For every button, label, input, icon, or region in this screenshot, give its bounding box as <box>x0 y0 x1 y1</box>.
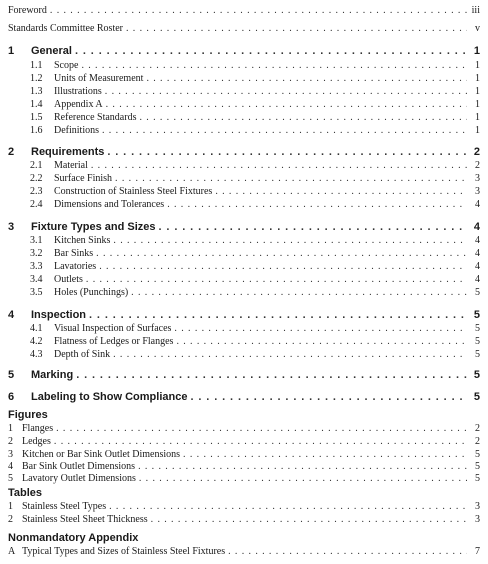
toc-figure-5[interactable] <box>8 472 480 486</box>
dot-leader <box>159 220 467 234</box>
table-page: 3 <box>475 514 480 525</box>
subsection-page: 2 <box>475 160 480 171</box>
subsection-number: 2.1 <box>30 160 43 171</box>
section-page: 5 <box>473 309 480 321</box>
toc-section-6[interactable] <box>8 390 480 404</box>
subsection-number: 2.2 <box>30 173 43 184</box>
section-title: Requirements <box>31 146 105 158</box>
section-number: 1 <box>8 45 15 57</box>
subsection-number: 1.3 <box>30 86 43 97</box>
toc-subsection-2-1[interactable] <box>8 159 480 173</box>
dot-leader <box>174 322 467 336</box>
dot-leader <box>151 513 467 527</box>
dot-leader <box>131 286 467 300</box>
table-title: Stainless Steel Sheet Thickness <box>22 514 148 525</box>
toc-appendix-a[interactable] <box>8 545 480 559</box>
table-page: 3 <box>475 501 480 512</box>
subsection-page: 4 <box>475 248 480 259</box>
toc-section-2[interactable] <box>8 145 480 159</box>
dot-leader <box>115 172 467 186</box>
subsection-number: 4.3 <box>30 349 43 360</box>
section-number: 2 <box>8 146 15 158</box>
dot-leader <box>96 247 467 261</box>
section-page: 4 <box>473 221 480 233</box>
dot-leader <box>109 500 467 514</box>
dot-leader <box>146 72 467 86</box>
subsection-title: Surface Finish <box>54 173 113 184</box>
subsection-number: 2.3 <box>30 186 43 197</box>
figure-page: 2 <box>475 423 480 434</box>
toc-subsection-2-2[interactable] <box>8 172 480 186</box>
toc-subsection-1-5[interactable] <box>8 111 480 125</box>
subsection-title: Outlets <box>54 274 83 285</box>
dot-leader <box>81 59 467 73</box>
section-number: 6 <box>8 391 15 403</box>
appendix-title: Typical Types and Sizes of Stainless Steel Fixtures <box>22 546 226 557</box>
section-page: 1 <box>473 45 480 57</box>
subsection-number: 1.5 <box>30 112 43 123</box>
section-page: 5 <box>473 369 480 381</box>
figure-page: 2 <box>475 436 480 447</box>
dot-leader <box>99 260 467 274</box>
dot-leader <box>113 234 467 248</box>
section-page: 2 <box>473 146 480 158</box>
section-number: 4 <box>8 309 15 321</box>
subsection-title: Flatness of Ledges or Flanges <box>54 336 174 347</box>
dot-leader <box>167 198 467 212</box>
subsection-title: Visual Inspection of Surfaces <box>54 323 172 334</box>
dot-leader <box>76 368 467 382</box>
figures-heading: Figures <box>8 409 48 421</box>
subsection-page: 3 <box>475 173 480 184</box>
toc-subsection-1-2[interactable] <box>8 72 480 86</box>
subsection-number: 1.4 <box>30 99 43 110</box>
section-page: 5 <box>473 391 480 403</box>
figure-number: 2 <box>8 436 13 447</box>
section-title: Fixture Types and Sizes <box>31 221 156 233</box>
table-number: 1 <box>8 501 13 512</box>
subsection-page: 1 <box>475 99 480 110</box>
subsection-page: 5 <box>475 336 480 347</box>
subsection-number: 1.6 <box>30 125 43 136</box>
toc-subsection-1-3[interactable] <box>8 85 480 99</box>
appendix-heading: Nonmandatory Appendix <box>8 532 139 544</box>
dot-leader <box>215 185 467 199</box>
toc-entry-roster[interactable] <box>8 22 480 36</box>
toc-subsection-4-3[interactable] <box>8 348 480 362</box>
subsection-title: Units of Measurement <box>54 73 144 84</box>
toc-entry-foreword[interactable] <box>8 4 480 18</box>
subsection-title: Reference Standards <box>54 112 137 123</box>
figure-number: 5 <box>8 473 13 484</box>
subsection-title: Lavatories <box>54 261 97 272</box>
dot-leader <box>75 44 467 58</box>
subsection-title: Appendix A <box>54 99 103 110</box>
subsection-title: Construction of Stainless Steel Fixtures <box>54 186 213 197</box>
figure-title: Flanges <box>22 423 54 434</box>
section-title: Labeling to Show Compliance <box>31 391 188 403</box>
dot-leader <box>50 4 467 18</box>
toc-subsection-2-3[interactable] <box>8 185 480 199</box>
toc-subsection-1-4[interactable] <box>8 98 480 112</box>
subsection-page: 1 <box>475 125 480 136</box>
figure-number: 1 <box>8 423 13 434</box>
subsection-page: 5 <box>475 349 480 360</box>
figure-page: 5 <box>475 461 480 472</box>
toc-table-2[interactable] <box>8 513 480 527</box>
dot-leader <box>91 159 467 173</box>
subsection-page: 5 <box>475 287 480 298</box>
toc-section-4[interactable] <box>8 308 480 322</box>
subsection-page: 3 <box>475 186 480 197</box>
subsection-page: 1 <box>475 86 480 97</box>
figure-title: Kitchen or Bar Sink Outlet Dimensions <box>22 449 181 460</box>
dot-leader <box>86 273 467 287</box>
dot-leader <box>102 124 467 138</box>
tables-heading: Tables <box>8 487 43 499</box>
dot-leader <box>107 145 467 159</box>
toc-table-1[interactable] <box>8 500 480 514</box>
dot-leader <box>228 545 467 559</box>
toc-subsection-3-5[interactable] <box>8 286 480 300</box>
section-number: 3 <box>8 221 15 233</box>
toc-subsection-1-1[interactable] <box>8 59 480 73</box>
figure-page: 5 <box>475 473 480 484</box>
toc-section-3[interactable] <box>8 220 480 234</box>
toc-subsection-3-4[interactable] <box>8 273 480 287</box>
subsection-number: 4.1 <box>30 323 43 334</box>
subsection-number: 3.4 <box>30 274 43 285</box>
toc-figure-2[interactable] <box>8 435 480 449</box>
dot-leader <box>176 335 467 349</box>
subsection-title: Depth of Sink <box>54 349 111 360</box>
section-number: 5 <box>8 369 15 381</box>
subsection-number: 3.5 <box>30 287 43 298</box>
subsection-number: 3.3 <box>30 261 43 272</box>
dot-leader <box>126 22 467 36</box>
subsection-title: Holes (Punchings) <box>54 287 129 298</box>
subsection-page: 1 <box>475 112 480 123</box>
dot-leader <box>113 348 467 362</box>
entry-page: iii <box>471 5 480 16</box>
subsection-page: 1 <box>475 73 480 84</box>
subsection-number: 1.1 <box>30 60 43 71</box>
subsection-number: 2.4 <box>30 199 43 210</box>
entry-title: Foreword <box>8 5 47 16</box>
section-title: Marking <box>31 369 74 381</box>
subsection-page: 4 <box>475 199 480 210</box>
toc-subsection-3-1[interactable] <box>8 234 480 248</box>
figure-title: Lavatory Outlet Dimensions <box>22 473 136 484</box>
toc-subsection-2-4[interactable] <box>8 198 480 212</box>
subsection-title: Scope <box>54 60 79 71</box>
section-title: General <box>31 45 72 57</box>
subsection-title: Illustrations <box>54 86 102 97</box>
subsection-number: 4.2 <box>30 336 43 347</box>
table-title: Stainless Steel Types <box>22 501 107 512</box>
figure-number: 3 <box>8 449 13 460</box>
subsection-title: Bar Sinks <box>54 248 94 259</box>
toc-section-5[interactable] <box>8 368 480 382</box>
dot-leader <box>190 390 467 404</box>
entry-page: v <box>475 23 480 34</box>
toc-figure-1[interactable] <box>8 422 480 436</box>
subsection-page: 4 <box>475 274 480 285</box>
toc-subsection-3-2[interactable] <box>8 247 480 261</box>
appendix-letter: A <box>8 546 16 557</box>
toc-subsection-3-3[interactable] <box>8 260 480 274</box>
section-title: Inspection <box>31 309 87 321</box>
appendix-page: 7 <box>475 546 480 557</box>
subsection-title: Dimensions and Tolerances <box>54 199 165 210</box>
dot-leader <box>54 435 467 449</box>
subsection-title: Material <box>54 160 88 171</box>
subsection-page: 1 <box>475 60 480 71</box>
figure-title: Ledges <box>22 436 51 447</box>
toc-subsection-1-6[interactable] <box>8 124 480 138</box>
dot-leader <box>56 422 467 436</box>
table-number: 2 <box>8 514 13 525</box>
toc-subsection-4-1[interactable] <box>8 322 480 336</box>
dot-leader <box>106 98 467 112</box>
subsection-number: 3.1 <box>30 235 43 246</box>
subsection-number: 3.2 <box>30 248 43 259</box>
dot-leader <box>89 308 467 322</box>
entry-title: Standards Committee Roster <box>8 23 123 34</box>
figure-page: 5 <box>475 449 480 460</box>
subsection-title: Definitions <box>54 125 99 136</box>
subsection-page: 5 <box>475 323 480 334</box>
dot-leader <box>139 472 467 486</box>
subsection-page: 4 <box>475 261 480 272</box>
toc-section-1[interactable] <box>8 44 480 58</box>
figure-number: 4 <box>8 461 13 472</box>
figure-title: Bar Sink Outlet Dimensions <box>22 461 136 472</box>
subsection-number: 1.2 <box>30 73 43 84</box>
dot-leader <box>105 85 467 99</box>
subsection-page: 4 <box>475 235 480 246</box>
subsection-title: Kitchen Sinks <box>54 235 111 246</box>
dot-leader <box>139 111 467 125</box>
toc-subsection-4-2[interactable] <box>8 335 480 349</box>
